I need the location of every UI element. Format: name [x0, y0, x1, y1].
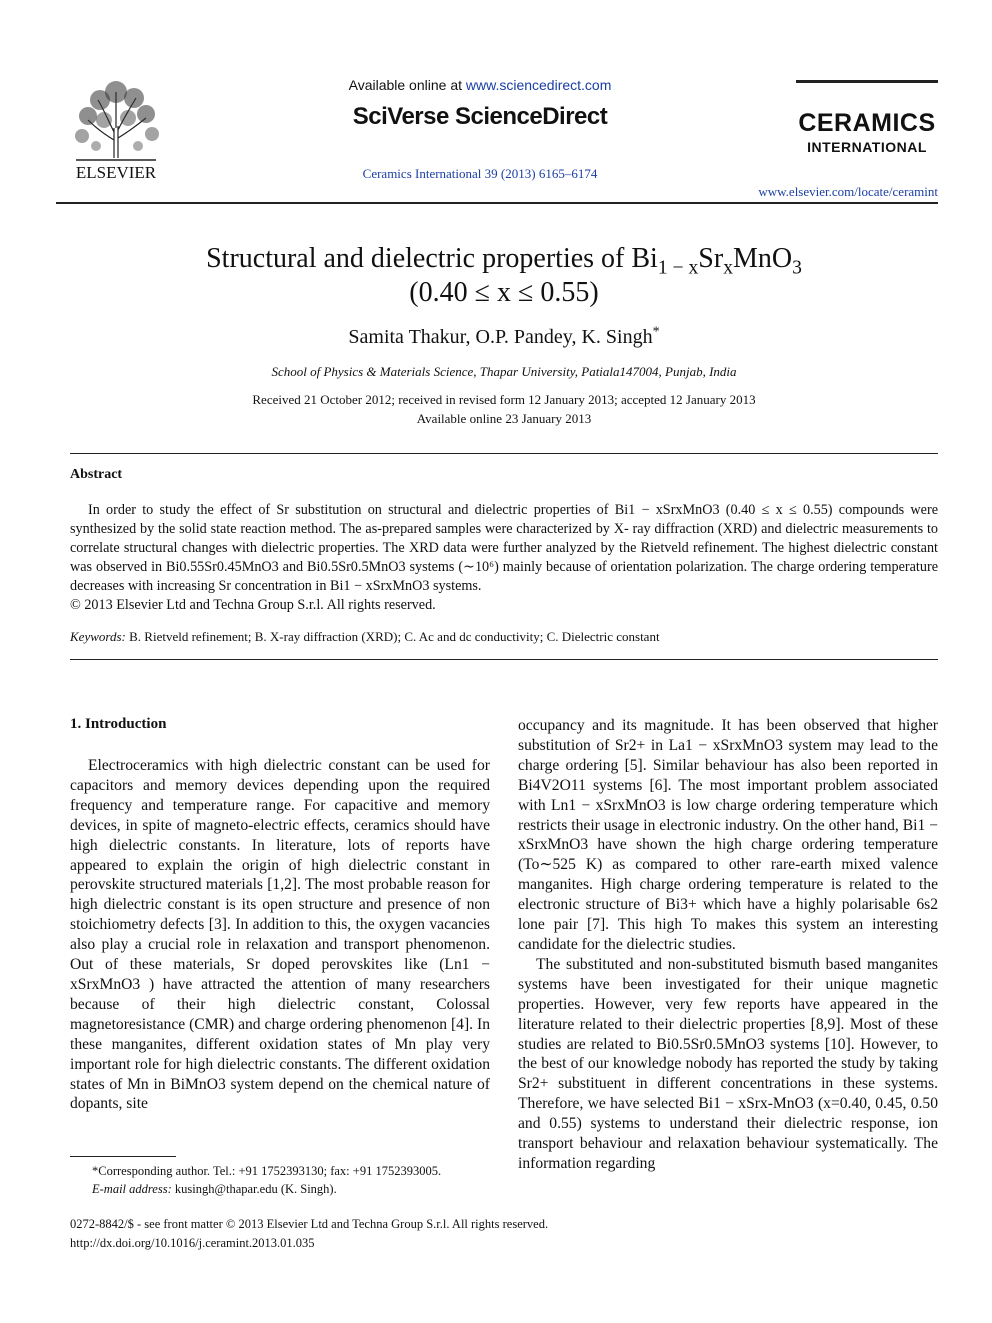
right-column	[518, 716, 938, 1174]
abstract-heading: Abstract	[70, 467, 123, 482]
available-online-date: Available online 23 January 2013	[416, 411, 592, 426]
journal-homepage-link[interactable]	[700, 184, 938, 200]
doi-link[interactable]: http://dx.doi.org/10.1016/j.ceramint.2013.01.035	[70, 1236, 315, 1250]
journal-logo	[796, 80, 938, 155]
abstract-body	[70, 501, 938, 615]
footnote	[70, 1162, 500, 1198]
corresponding-author: *Corresponding author. Tel.: +91 1752393130; fax: +91 1752393005.	[92, 1164, 442, 1178]
keywords-label: Keywords:	[70, 629, 126, 644]
issn-line: 0272-8842/$ - see front matter © 2013 Elsevier Ltd and Techna Group S.r.l. All rights reserved.	[70, 1217, 549, 1231]
email-address[interactable]: kusingh@thapar.edu (K. Singh).	[171, 1182, 337, 1196]
abstract-top-rule	[70, 453, 938, 454]
section-heading-introduction: 1. Introduction	[70, 716, 167, 732]
received-dates: Received 21 October 2012; received in revised form 12 January 2013; accepted 12 January 2013	[252, 392, 756, 407]
journal-logo-title: CERAMICS	[798, 109, 936, 137]
email-line: E-mail address: kusingh@thapar.edu (K. Singh).	[92, 1182, 337, 1196]
abstract-text: In order to study the effect of Sr substitution on structural and dielectric properties of Bi1 − xSrxMnO3 (0.40 ≤ x ≤ 0.55) compounds were synthesized by the solid state reaction method. The as-prepared samples were characterized by X- ray diffraction (XRD) and dielectric measurements to correlate structural changes with dielectric properties. The XRD data were further analyzed by the Rietveld refinement. The highest dielectric constant was observed in Bi0.55Sr0.45MnO3 and Bi0.5Sr0.5MnO3 systems (∼10⁶) mainly because of orientation polarization. The charge ordering temperature decreases with increasing Sr concentration in Bi1 − xSrxMnO3 systems.	[70, 502, 938, 594]
keywords	[70, 629, 938, 645]
header-divider	[56, 202, 938, 204]
intro-paragraph-2: occupancy and its magnitude. It has been observed that higher substitution of Sr2+ in La1 − xSrxMnO3 system may lead to the charge ordering [5]. Similar behaviour has also been reported in Bi4V2O11 systems [6]. The most important problem associated with Ln1 − xSrxMnO3 is low charge ordering temperature which restricts their usage in electronic industry. On the other hand, Bi1 − xSrxMnO3 have shown the high charge ordering temperature (To∼525 K) as compared to other rare-earth mixed valence manganites. High charge ordering temperature is related to the electronic structure of Bi3+ which have a highly polarisable 6s2 lone pair [7]. This high To makes this system an interesting candidate for the dielectric studies.	[518, 717, 938, 953]
sciverse-logo: SciVerse ScienceDirect	[352, 103, 608, 130]
available-online	[330, 77, 630, 93]
elsevier-wordmark: ELSEVIER	[75, 163, 157, 180]
journal-reference[interactable]: Ceramics International 39 (2013) 6165–6174	[362, 166, 598, 181]
available-prefix: Available online at	[348, 77, 466, 93]
elsevier-logo	[68, 80, 164, 180]
sciencedirect-link[interactable]: www.sciencedirect.com	[465, 77, 612, 93]
article-title: Structural and dielectric properties of $Bi_{1 - x}Sr_xMnO_3$ (0.40 ≤ x ≤ 0.55)	[206, 243, 802, 308]
article-history	[56, 390, 952, 428]
journal-logo-rule	[796, 80, 938, 83]
title-range: (0.40 ≤ x ≤ 0.55)	[409, 277, 599, 308]
author-list: Samita Thakur, O.P. Pandey, K. Singh*	[348, 324, 660, 348]
abstract-bottom-rule	[70, 659, 938, 660]
elsevier-tree-icon	[68, 80, 164, 180]
affiliation: School of Physics & Materials Science, Thapar University, Patiala147004, Punjab, India	[271, 364, 737, 379]
left-column	[70, 756, 490, 1114]
keywords-list: B. Rietveld refinement; B. X-ray diffraction (XRD); C. Ac and dc conductivity; C. Dielectric constant	[125, 629, 660, 644]
intro-paragraph-3: The substituted and non-substituted bismuth based manganites systems have been investigated for their unique magnetic properties. However, very few reports have appeared in the literature related to their dielectric properties [8,9]. Most of these studies are related to Bi0.5Sr0.5MnO3 systems [10]. However, to the best of our knowledge nobody has reported the study by taking Sr2+ substituent in different concentrations in these systems. Therefore, we have selected Bi1 − xSrx-MnO3 (x=0.40, 0.45, 0.50 and 0.55) systems to understand their dielectric response, ion transport behaviour and relaxation behaviour systematically. The information regarding	[518, 955, 938, 1172]
page-footer	[70, 1215, 770, 1253]
footnote-rule	[70, 1156, 176, 1157]
abstract-copyright: © 2013 Elsevier Ltd and Techna Group S.r.l. All rights reserved.	[70, 597, 436, 613]
intro-paragraph-1: Electroceramics with high dielectric constant can be used for capacitors and memory devices depending upon the required frequency and temperature range. For capacitive and memory devices, in spite of magneto-electric effects, ceramics should have high dielectric constants. In literature, lots of reports have appeared to explain the origin of high dielectric constant in perovskite structured materials [1,2]. The most probable reason for high dielectric constant is its open structure and presence of non stoichiometry defects [3]. In addition to this, the oxygen vacancies also play a crucial role in relaxation and transport phenomenon. Out of these materials, Sr doped perovskites like (Ln1 − xSrxMnO3 ) have attracted the attention of many researchers because of their high dielectric constant, Colossal magnetoresistance (CMR) and charge ordering phenomenon [4]. In these manganites, different oxidation states of Mn play very important role for high dielectric constants. The different oxidation states of Mn in BiMnO3 system depend on the chemical nature of dopants, site	[70, 757, 490, 1113]
corresponding-mark[interactable]: *	[652, 324, 660, 340]
homepage-url[interactable]: www.elsevier.com/locate/ceramint	[758, 184, 938, 199]
journal-logo-subtitle: INTERNATIONAL	[807, 139, 927, 155]
